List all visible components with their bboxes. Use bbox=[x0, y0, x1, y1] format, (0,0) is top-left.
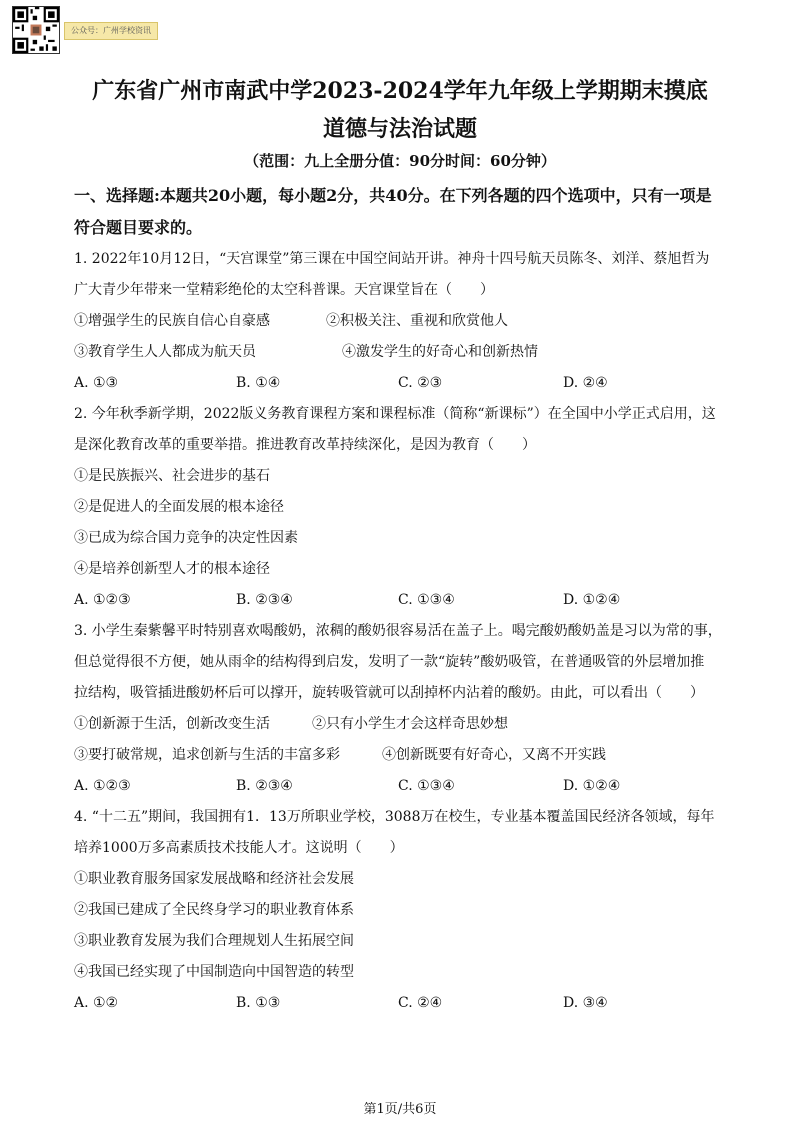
statement: ②我国已建成了全民终身学习的职业教育体系 bbox=[74, 902, 354, 918]
option-d: D. ①②④ bbox=[563, 778, 621, 794]
statement-row bbox=[74, 306, 734, 337]
statement: ②只有小学生才会这样奇思妙想 bbox=[312, 716, 508, 732]
option-a: A. ①③ bbox=[74, 375, 119, 391]
statement: ④是培养创新型人才的根本途径 bbox=[74, 561, 270, 577]
page-number: 第1页/共6页 bbox=[363, 1102, 437, 1117]
question-stem-line: 4. “十二五”期间，我国拥有1．13万所职业学校，3088万在校生，专业基本覆盖国民经济各领域，每年 bbox=[74, 809, 715, 825]
question-stem-line: 2. 今年秋季新学期，2022版义务教育课程方案和课程标准（简称“新课标”）在全国中小学正式启用，这 bbox=[74, 406, 716, 422]
question-stem-line: 培养1000万多高素质技术技能人才。这说明（ ） bbox=[74, 840, 404, 856]
question-3 bbox=[74, 616, 734, 802]
option-d: D. ③④ bbox=[563, 995, 608, 1011]
option-d: D. ②④ bbox=[563, 375, 608, 391]
statement-row bbox=[74, 740, 734, 771]
exam-info: （范围：九上全册分值：90分时间：60分钟） bbox=[244, 152, 556, 170]
question-1 bbox=[74, 244, 734, 399]
document-subtitle: 道德与法治试题 bbox=[322, 116, 477, 142]
statement: ③已成为综合国力竞争的决定性因素 bbox=[74, 530, 298, 546]
answer-options bbox=[74, 368, 734, 399]
option-b: B. ①④ bbox=[236, 375, 281, 391]
document-title: 广东省广州市南武中学2023-2024学年九年级上学期期末摸底 bbox=[92, 78, 708, 104]
question-stem-line: 广大青少年带来一堂精彩绝伦的太空科普课。天宫课堂旨在（ ） bbox=[74, 282, 494, 298]
option-b: B. ②③④ bbox=[236, 592, 293, 608]
statement: ④激发学生的好奇心和创新热情 bbox=[342, 344, 538, 360]
question-list bbox=[74, 244, 734, 1019]
statement-row bbox=[74, 337, 734, 368]
statement: ①是民族振兴、社会进步的基石 bbox=[74, 468, 270, 484]
statement: ④创新既要有好奇心，又离不开实践 bbox=[382, 747, 606, 763]
statement: ①职业教育服务国家发展战略和经济社会发展 bbox=[74, 871, 354, 887]
option-a: A. ①②③ bbox=[74, 592, 131, 608]
answer-options bbox=[74, 585, 734, 616]
section-heading-line: 符合题目要求的。 bbox=[74, 218, 203, 237]
statement: ②是促进人的全面发展的根本途径 bbox=[74, 499, 284, 515]
statement: ③要打破常规，追求创新与生活的丰富多彩 bbox=[74, 747, 340, 763]
statement: ④我国已经实现了中国制造向中国智造的转型 bbox=[74, 964, 354, 980]
question-stem-line: 1. 2022年10月12日，“天宫课堂”第三课在中国空间站开讲。神舟十四号航天员陈冬、刘洋、蔡旭哲为 bbox=[74, 251, 710, 267]
statement: ①创新源于生活，创新改变生活 bbox=[74, 716, 270, 732]
section-heading bbox=[74, 180, 734, 244]
question-stem-line: 是深化教育改革的重要举措。推进教育改革持续深化，是因为教育（ ） bbox=[74, 437, 536, 453]
option-c: C. ②③ bbox=[398, 375, 443, 391]
option-c: C. ①③④ bbox=[398, 592, 455, 608]
statement: ②积极关注、重视和欣赏他人 bbox=[326, 313, 508, 329]
question-4 bbox=[74, 802, 734, 1019]
qr-code bbox=[12, 6, 60, 54]
question-stem-line: 但总觉得很不方便，她从雨伞的结构得到启发，发明了一款“旋转”酸奶吸管，在普通吸管的外层增加推 bbox=[74, 654, 705, 670]
option-d: D. ①②④ bbox=[563, 592, 621, 608]
option-a: A. ①② bbox=[74, 995, 119, 1011]
option-c: C. ②④ bbox=[398, 995, 443, 1011]
question-stem-line: 拉结构，吸管插进酸奶杯后可以撑开，旋转吸管就可以刮掉杯内沾着的酸奶。由此，可以看出（ ） bbox=[74, 685, 704, 701]
statement: ①增强学生的民族自信心自豪感 bbox=[74, 313, 270, 329]
option-b: B. ②③④ bbox=[236, 778, 293, 794]
option-b: B. ①③ bbox=[236, 995, 281, 1011]
statement: ③职业教育发展为我们合理规划人生拓展空间 bbox=[74, 933, 354, 949]
qr-code-icon bbox=[13, 7, 59, 53]
section-heading-line: 一、选择题:本题共20小题，每小题2分，共40分。在下列各题的四个选项中，只有一项是 bbox=[74, 186, 712, 205]
option-c: C. ①③④ bbox=[398, 778, 455, 794]
option-a: A. ①②③ bbox=[74, 778, 131, 794]
answer-options bbox=[74, 988, 734, 1019]
statement-row bbox=[74, 709, 734, 740]
answer-options bbox=[74, 771, 734, 802]
question-2 bbox=[74, 399, 734, 616]
account-badge: 公众号：广州学校资讯 bbox=[64, 22, 158, 40]
question-stem-line: 3. 小学生秦紫馨平时特别喜欢喝酸奶，浓稠的酸奶很容易活在盖子上。喝完酸奶酸奶盖是习以为常的事， bbox=[74, 623, 722, 639]
statement: ③教育学生人人都成为航天员 bbox=[74, 344, 256, 360]
